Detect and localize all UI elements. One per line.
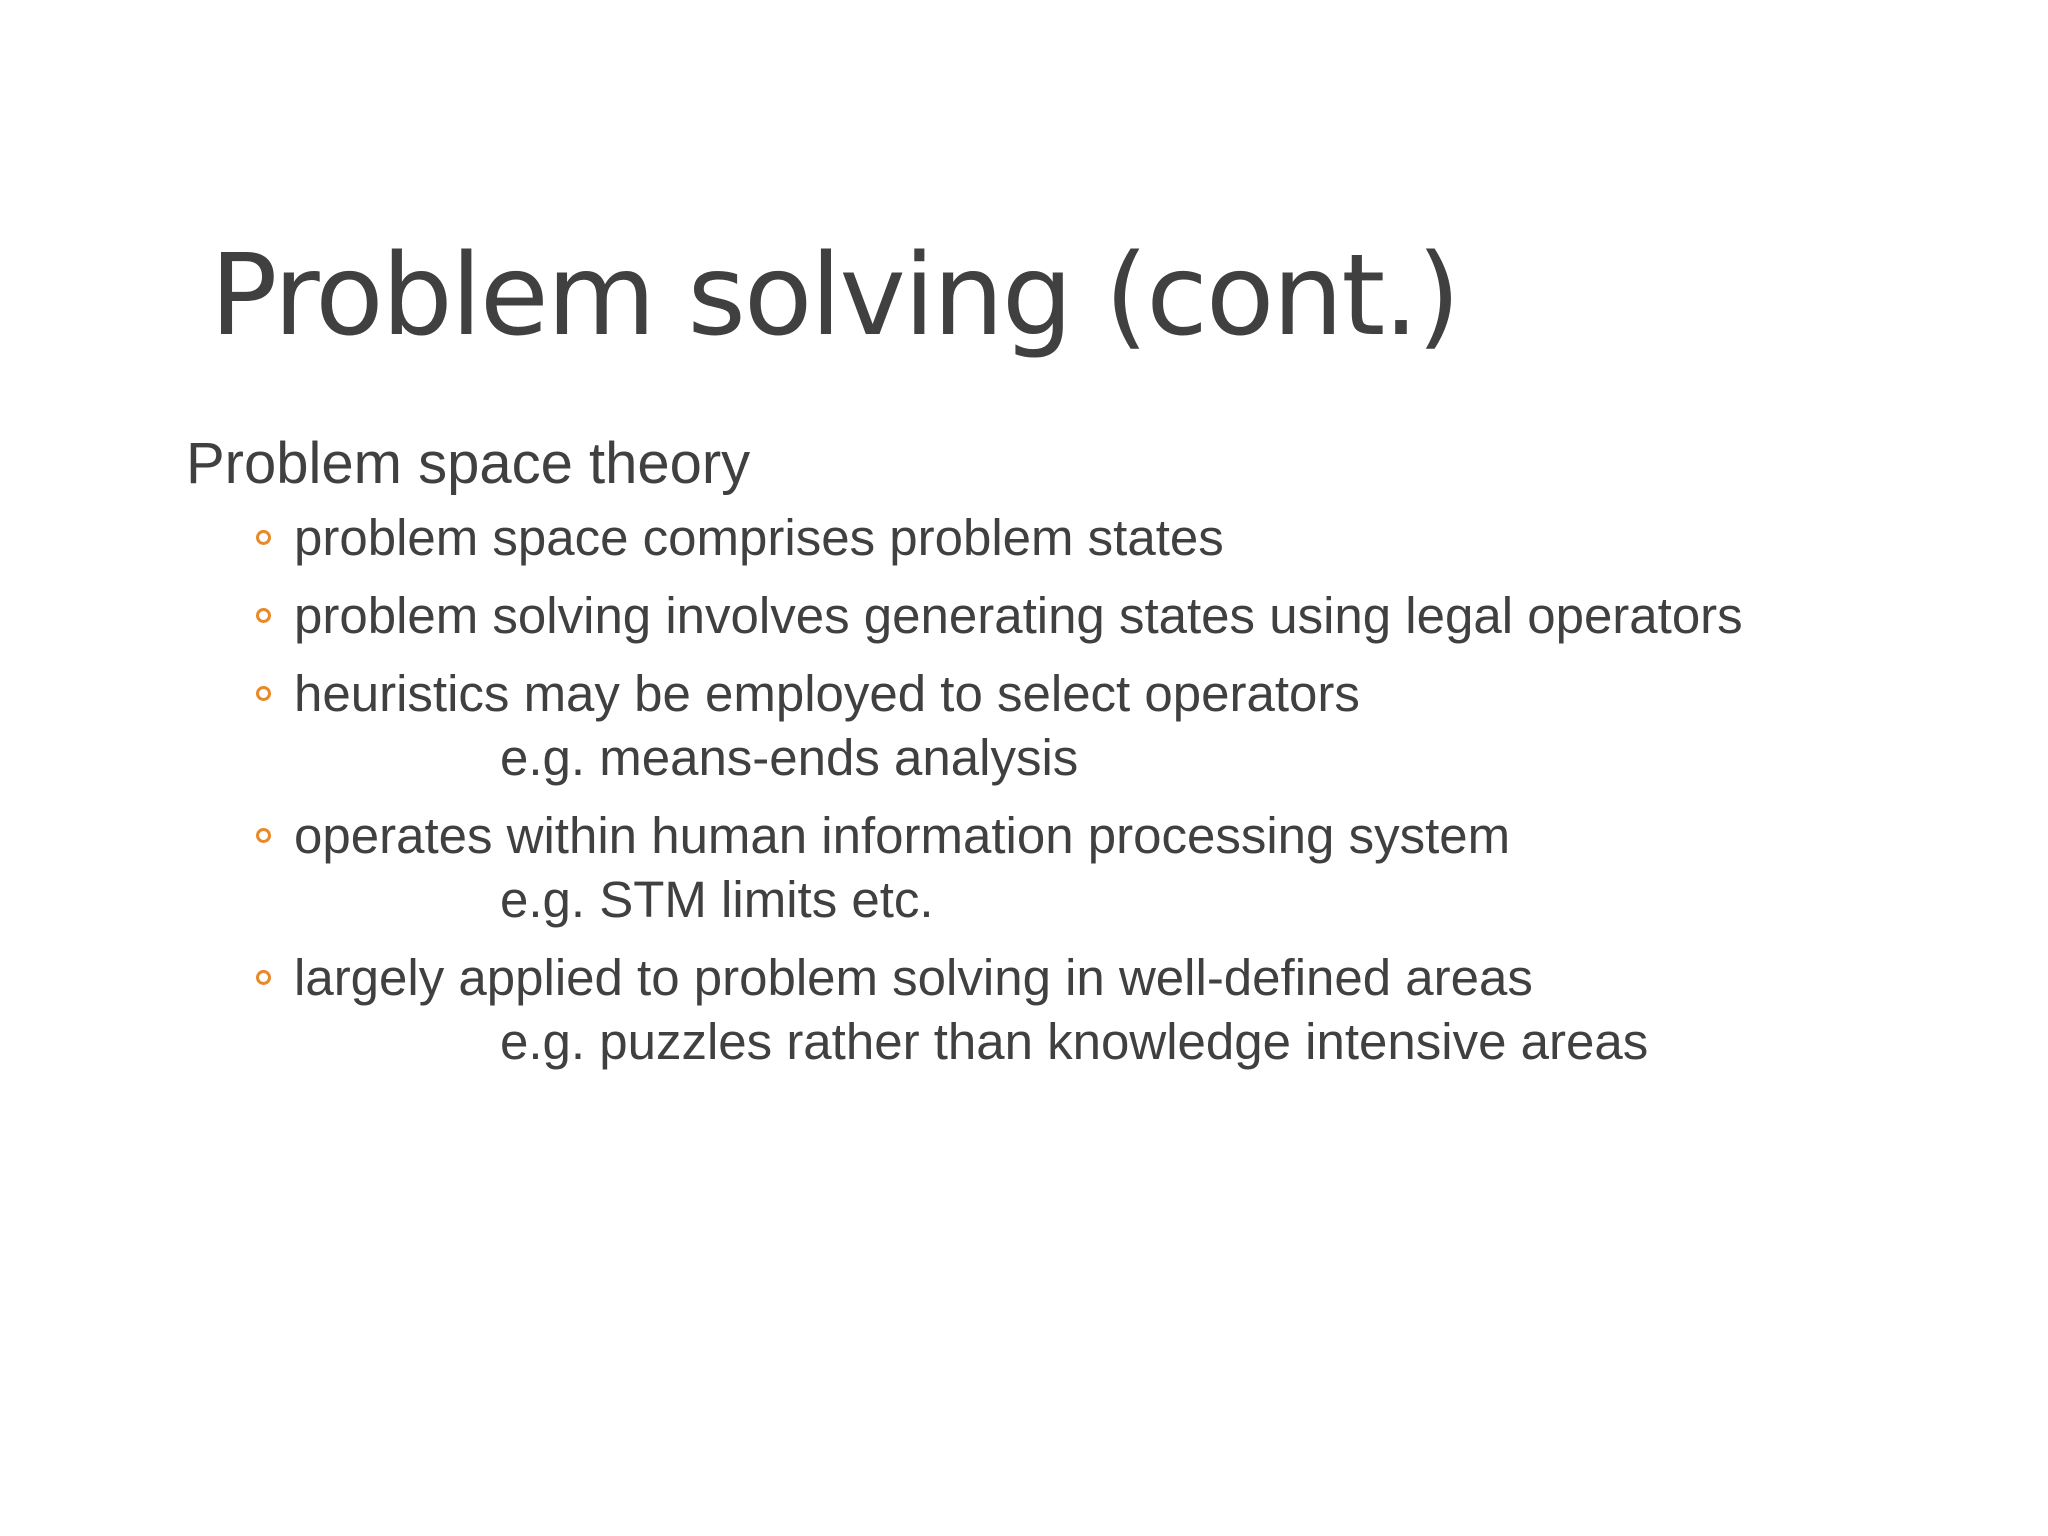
section-heading: Problem space theory bbox=[186, 431, 751, 496]
hollow-circle-bullet-icon bbox=[256, 686, 271, 701]
bullet-example: e.g. means-ends analysis bbox=[500, 729, 1079, 786]
bullet-item bbox=[252, 662, 2012, 790]
hollow-circle-bullet-icon bbox=[256, 828, 271, 843]
bullet-text: problem solving involves generating states using legal operators bbox=[294, 587, 1743, 644]
bullet-text: operates within human information processing system bbox=[294, 807, 1511, 864]
bullet-item bbox=[252, 584, 2012, 648]
hollow-circle-bullet-icon bbox=[256, 530, 271, 545]
bullet-example: e.g. STM limits etc. bbox=[500, 871, 934, 928]
bullet-list bbox=[252, 506, 2012, 1088]
hollow-circle-bullet-icon bbox=[256, 608, 271, 623]
bullet-text: heuristics may be employed to select operators bbox=[294, 665, 1360, 722]
bullet-item bbox=[252, 506, 2012, 570]
bullet-text: problem space comprises problem states bbox=[294, 509, 1224, 566]
bullet-item bbox=[252, 946, 2012, 1074]
bullet-text: largely applied to problem solving in well-defined areas bbox=[294, 949, 1533, 1006]
bullet-example: e.g. puzzles rather than knowledge intensive areas bbox=[500, 1013, 1649, 1070]
slide-title: Problem solving (cont.) bbox=[210, 231, 1459, 361]
bullet-item bbox=[252, 804, 2012, 932]
hollow-circle-bullet-icon bbox=[256, 970, 271, 985]
